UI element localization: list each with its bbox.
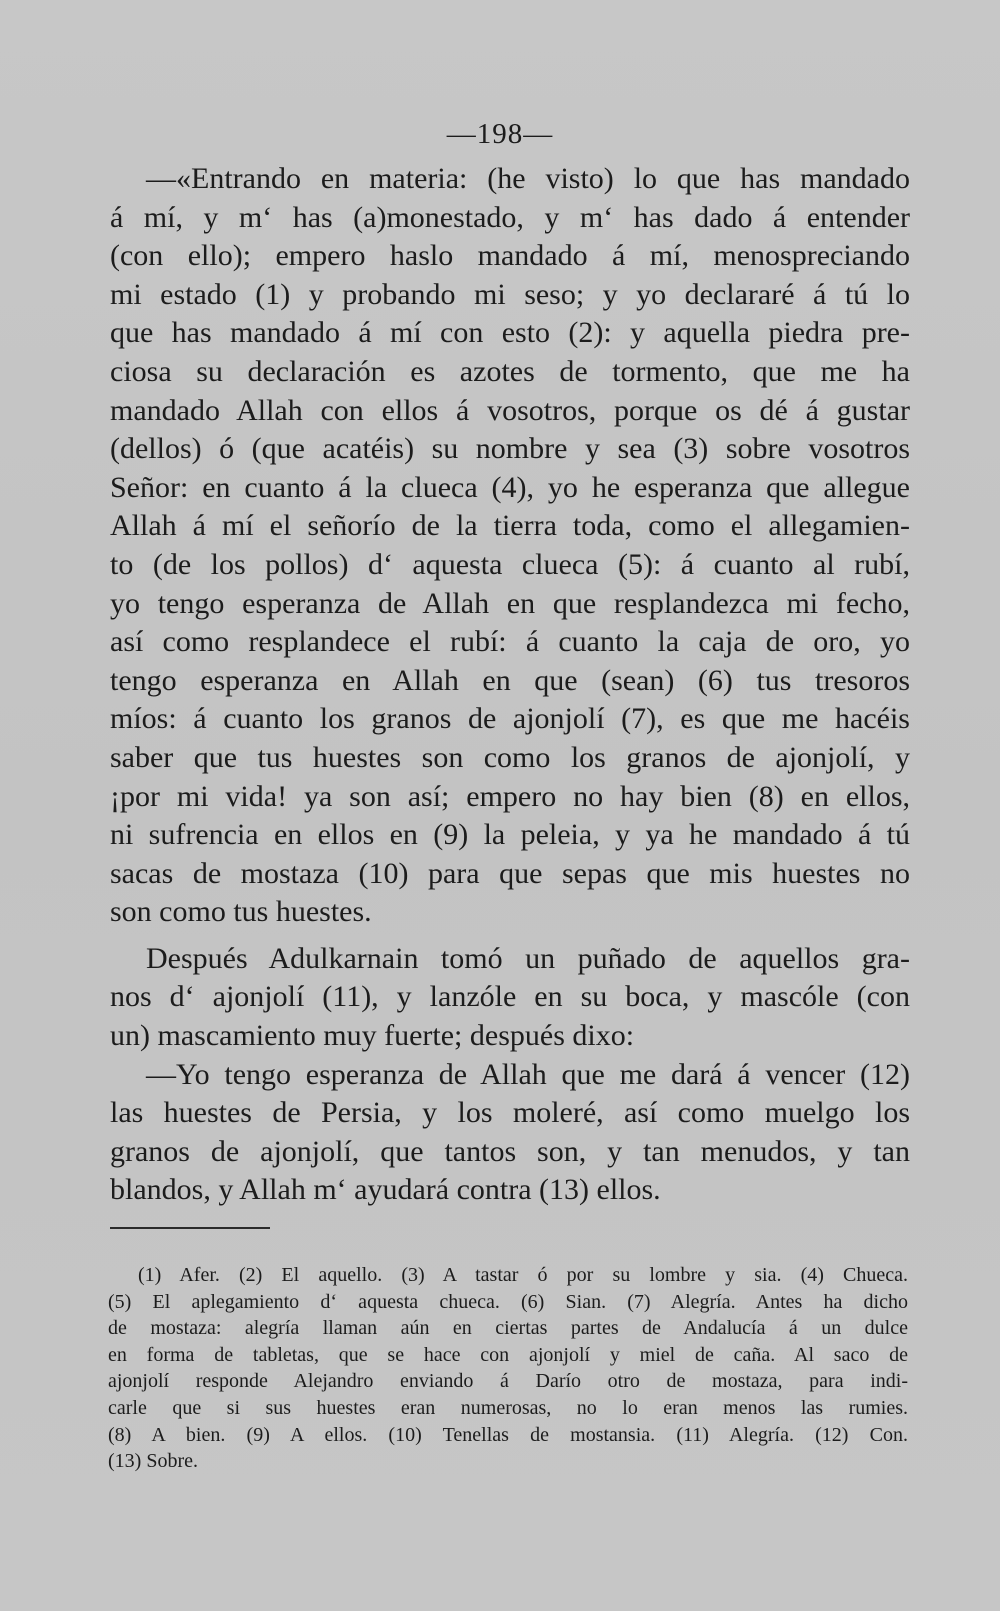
text-line: míos: á cuanto los granos de ajonjolí (7), es que me hacéis — [110, 702, 910, 736]
text-line: to (de los pollos) d‘ aquesta clueca (5): á cuanto al rubí, — [110, 547, 910, 581]
text-line: (dellos) ó (que acatéis) su nombre y sea (3) sobre vosotros — [110, 432, 910, 466]
footnote-line: en forma de tabletas, que se hace con ajonjolí y miel de caña. Al saco de — [108, 1343, 908, 1366]
text-line: Después Adulkarnain tomó un puñado de aquellos gra- — [146, 941, 910, 975]
footnote-line: (1) Afer. (2) El aquello. (3) A tastar ó por su lombre y sia. (4) Chueca. — [138, 1264, 908, 1286]
text-line: que has mandado á mí con esto (2): y aquella piedra pre- — [110, 316, 910, 350]
text-line: un) mascamiento muy fuerte; después dixo: — [110, 1019, 635, 1053]
footnotes — [108, 1262, 908, 1475]
text-line: ni sufrencia en ellos en (9) la peleia, y ya he mandado á tú — [110, 818, 910, 852]
body-text — [110, 160, 910, 1210]
text-line: granos de ajonjolí, que tantos son, y tan menudos, y tan — [110, 1134, 910, 1168]
footnote-line: carle que si sus huestes eran numerosas, no lo eran menos las rumies. — [108, 1396, 908, 1419]
paragraph-1 — [110, 160, 910, 932]
text-line: —«Entrando en materia: (he visto) lo que has mandado — [146, 162, 910, 195]
text-line: así como resplandece el rubí: á cuanto la caja de oro, yo — [110, 625, 910, 659]
footnote-line: de mostaza: alegría llaman aún en ciertas partes de Andalucía á un dulce — [108, 1317, 908, 1340]
text-line: Señor: en cuanto á la clueca (4), yo he esperanza que allegue — [110, 470, 910, 504]
paragraph-3 — [110, 1056, 910, 1210]
paragraph-2 — [110, 940, 910, 1056]
text-line: ¡por mi vida! ya son así; empero no hay bien (8) en ellos, — [110, 779, 910, 813]
footnote-line: ajonjolí responde Alejandro enviando á Darío otro de mostaza, para indi- — [108, 1370, 908, 1393]
text-line: mi estado (1) y probando mi seso; y yo declararé á tú lo — [110, 277, 910, 311]
text-line: son como tus huestes. — [110, 895, 372, 929]
text-line: nos d‘ ajonjolí (11), y lanzóle en su boca, y mascóle (con — [110, 980, 910, 1014]
text-line: á mí, y m‘ has (a)monestado, y m‘ has dado á entender — [110, 200, 910, 234]
footnote-line: (13) Sobre. — [108, 1450, 198, 1473]
text-line: yo tengo esperanza de Allah en que resplandezca mi fecho, — [110, 586, 910, 620]
footnote-line: (8) A bien. (9) A ellos. (10) Tenellas de mostansia. (11) Alegría. (12) Con. — [108, 1423, 908, 1446]
text-line: blandos, y Allah m‘ ayudará contra (13) ellos. — [110, 1173, 661, 1207]
text-line: Allah á mí el señorío de la tierra toda, como el allegamien- — [110, 509, 910, 543]
text-line: —Yo tengo esperanza de Allah que me dará á vencer (12) — [146, 1057, 910, 1091]
footnote-divider — [110, 1227, 270, 1229]
text-line: tengo esperanza en Allah en que (sean) (6) tus tresoros — [110, 663, 910, 697]
text-line: sacas de mostaza (10) para que sepas que mis huestes no — [110, 856, 910, 890]
footnote-line: (5) El aplegamiento d‘ aquesta chueca. (6) Sian. (7) Alegría. Antes ha dicho — [108, 1290, 908, 1313]
text-line: las huestes de Persia, y los moleré, así como muelgo los — [110, 1096, 910, 1130]
text-line: saber que tus huestes son como los granos de ajonjolí, y — [110, 740, 910, 774]
text-line: mandado Allah con ellos á vosotros, porque os dé á gustar — [110, 393, 910, 427]
text-line: ciosa su declaración es azotes de tormento, que me ha — [110, 354, 910, 388]
text-line: (con ello); empero haslo mandado á mí, menospreciando — [110, 239, 910, 273]
page-number: —198— — [446, 118, 554, 150]
